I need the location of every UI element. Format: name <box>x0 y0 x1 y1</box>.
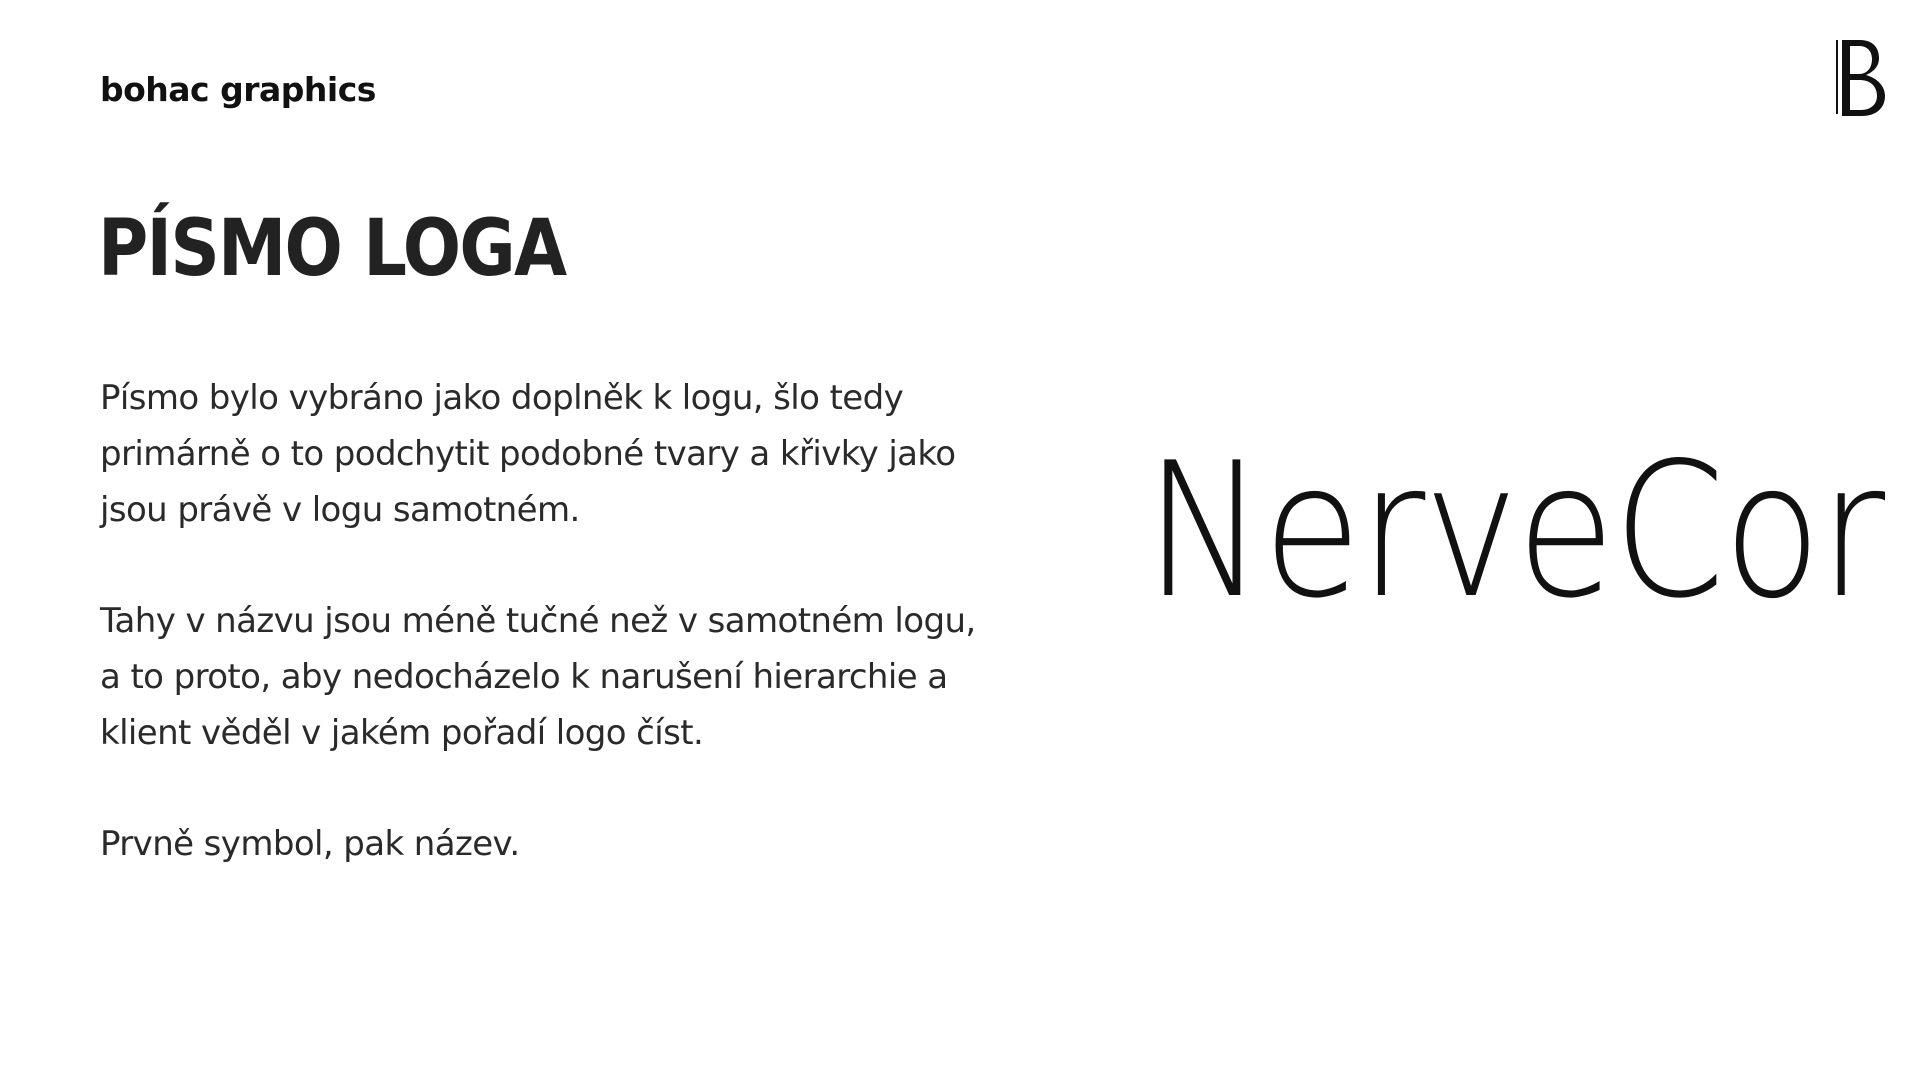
brand-name: bohac graphics <box>100 70 376 109</box>
description-paragraph: Písmo bylo vybráno jako doplněk k logu, šlo tedy primárně o to podchytit podobné tvary a křivky jako jsou právě v logu samotném. <box>100 378 956 530</box>
description-paragraph: Tahy v názvu jsou méně tučné než v samotném logu, a to proto, aby nedocházelo k narušení hierarchie a klient věděl v jakém pořadí logo číst. <box>100 601 976 753</box>
description-paragraph: Prvně symbol, pak název. <box>100 824 520 864</box>
page-title: PÍSMO LOGA <box>98 204 566 294</box>
description-text <box>100 370 980 927</box>
font-sample: NerveCor <box>1145 422 1884 639</box>
letter-b-logo-icon <box>1835 38 1887 118</box>
